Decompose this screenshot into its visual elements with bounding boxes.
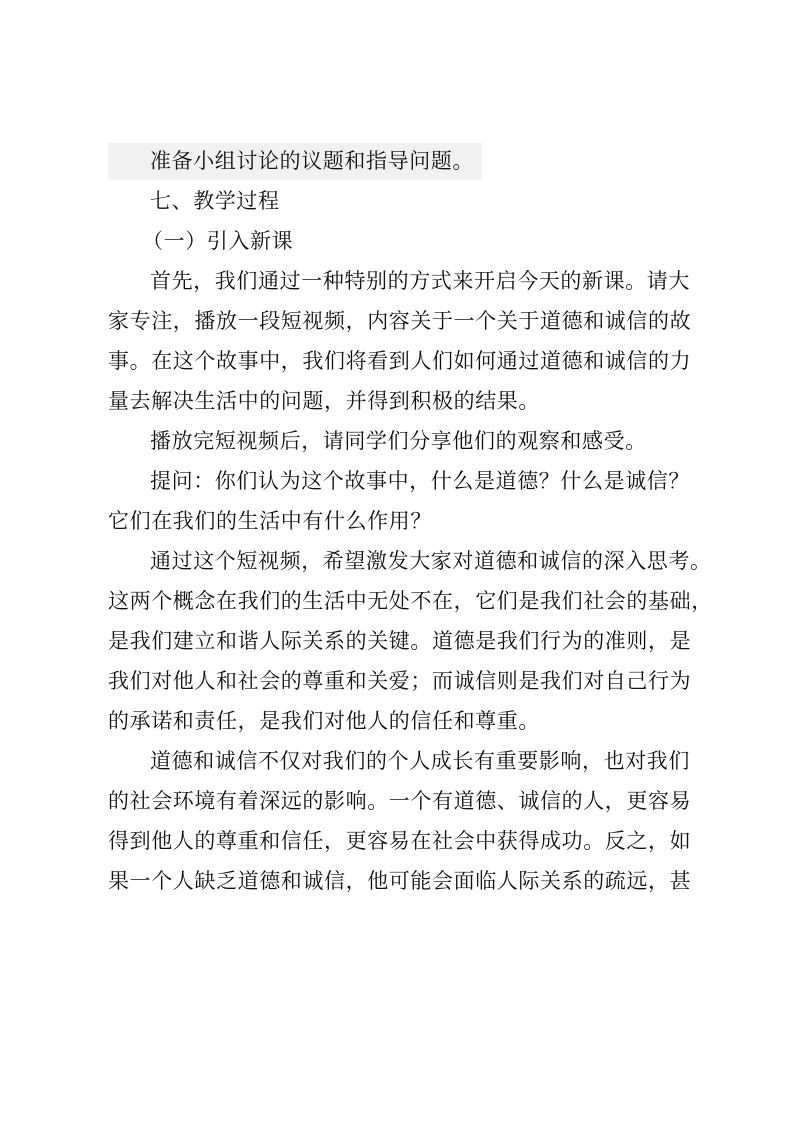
section-heading: 七、教学过程 <box>150 189 280 213</box>
subsection-heading: （一）引入新课 <box>142 229 294 253</box>
text-line: 通过这个短视频，希望激发大家对道德和诚信的深入思考。 <box>150 549 712 573</box>
text-line: 事。在这个故事中，我们将看到人们如何通过道德和诚信的力 <box>108 349 692 373</box>
text-line: 量去解决生活中的问题，并得到积极的结果。 <box>108 389 540 413</box>
text-line: 是我们建立和谐人际关系的关键。道德是我们行为的准则，是 <box>108 629 692 653</box>
document-body <box>108 143 713 900</box>
text-line: 道德和诚信不仅对我们的个人成长有重要影响，也对我们 <box>150 749 690 773</box>
text-line: 播放完短视频后，请同学们分享他们的观察和感受。 <box>150 429 647 453</box>
text-line: 准备小组讨论的议题和指导问题。 <box>108 143 482 180</box>
text-line: 这两个概念在我们的生活中无处不在，它们是我们社会的基础， <box>108 589 713 613</box>
text-line: 它们在我们的生活中有什么作用？ <box>108 509 432 533</box>
text-line: 家专注，播放一段短视频，内容关于一个关于道德和诚信的故 <box>108 309 692 333</box>
text-line: 首先，我们通过一种特别的方式来开启今天的新课。请大 <box>150 269 690 293</box>
text-line: 我们对他人和社会的尊重和关爱；而诚信则是我们对自己行为 <box>108 669 692 693</box>
text-line: 提问：你们认为这个故事中，什么是道德？什么是诚信？ <box>150 469 690 493</box>
text-line: 的承诺和责任，是我们对他人的信任和尊重。 <box>108 709 540 733</box>
text-line: 果一个人缺乏道德和诚信，他可能会面临人际关系的疏远，甚 <box>108 869 692 893</box>
text-line: 的社会环境有着深远的影响。一个有道德、诚信的人，更容易 <box>108 789 692 813</box>
text-line: 得到他人的尊重和信任，更容易在社会中获得成功。反之，如 <box>108 829 692 853</box>
